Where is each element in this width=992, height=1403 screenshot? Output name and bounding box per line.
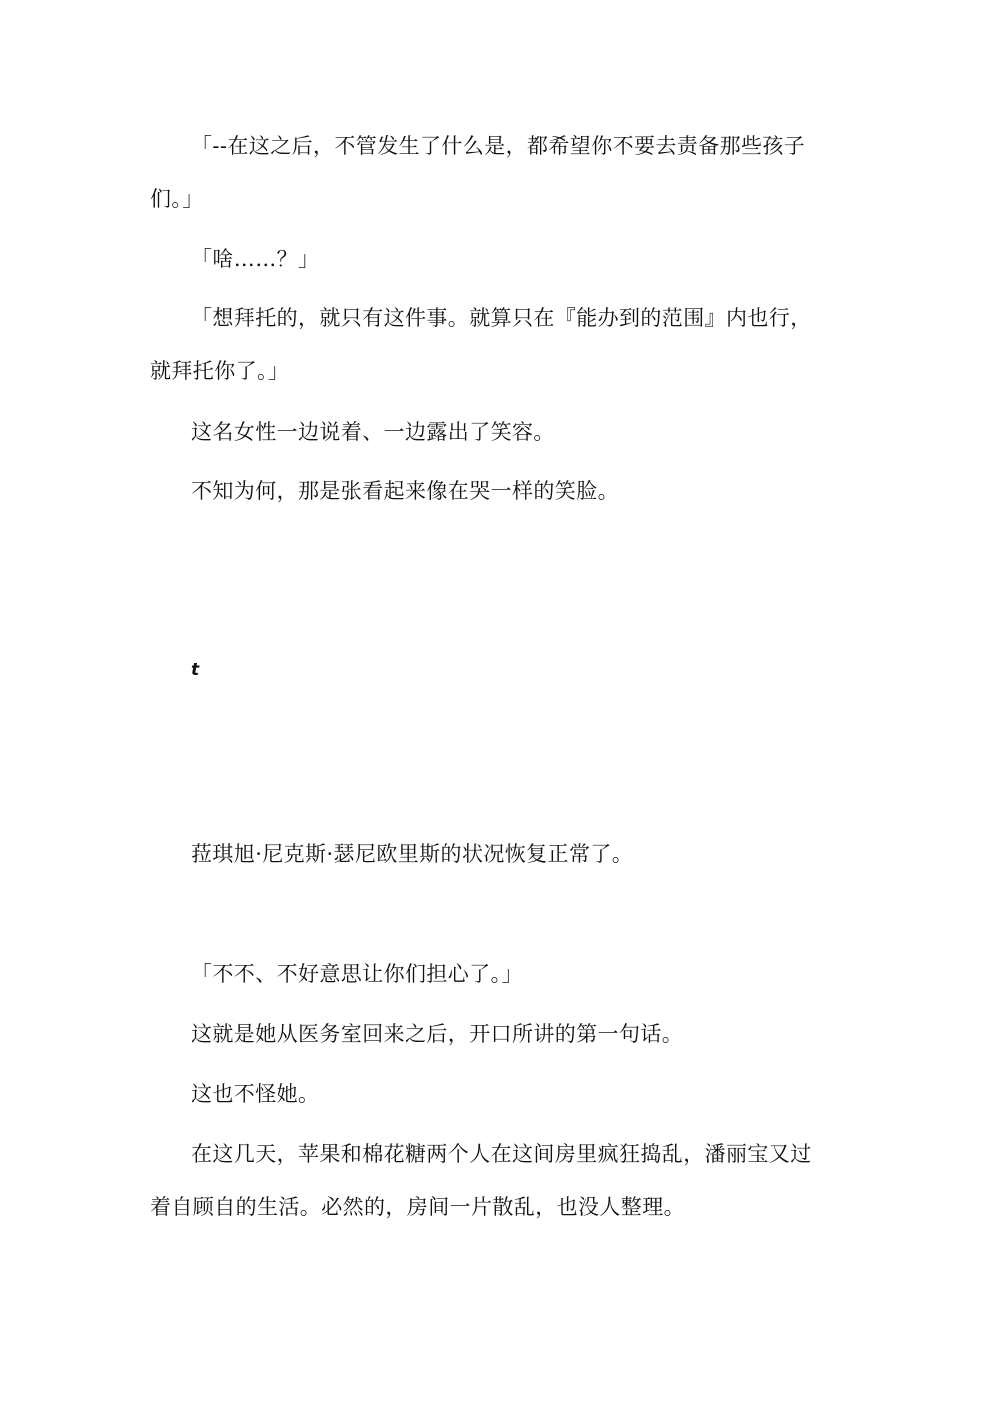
section-mark: t: [191, 660, 200, 680]
text-line: 「想拜托的，就只有这件事。就算只在『能办到的范围』内也行，: [191, 306, 812, 330]
text-line: 「--在这之后，不管发生了什么是，都希望你不要去责备那些孩子: [191, 134, 806, 158]
text-line: 们。」: [150, 187, 204, 211]
text-line: 「不不、不好意思让你们担心了。」: [191, 962, 523, 986]
text-line: 就拜托你了。」: [150, 359, 290, 383]
text-line: 菈琪旭·尼克斯·瑟尼欧里斯的状况恢复正常了。: [191, 842, 634, 866]
text-line: 这也不怪她。: [191, 1082, 320, 1106]
text-line: 不知为何，那是张看起来像在哭一样的笑脸。: [191, 479, 619, 503]
text-line: 这名女性一边说着、一边露出了笑容。: [191, 420, 555, 444]
text-line: 在这几天，苹果和棉花糖两个人在这间房里疯狂捣乱，潘丽宝又过: [191, 1142, 812, 1166]
text-line: 着自顾自的生活。必然的，房间一片散乱，也没人整理。: [150, 1195, 685, 1219]
text-line: 这就是她从医务室回来之后，开口所讲的第一句话。: [191, 1022, 684, 1046]
text-line: 「啥……？」: [191, 247, 320, 271]
